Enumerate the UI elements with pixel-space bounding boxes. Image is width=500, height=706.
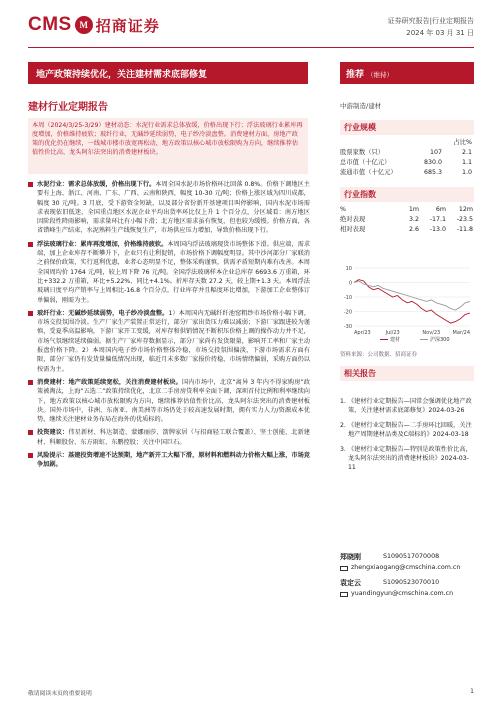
logo-mark-icon: M <box>75 16 93 34</box>
related-text: 《建材行业定期报告—特别是政策性价比高，龙头阿尔法突出的消费建材板块》2024-03-11 <box>348 446 472 471</box>
idx-value: 3.2 <box>408 216 419 223</box>
analyst-license: S1090523070010 <box>383 579 440 586</box>
page-number: 1 <box>470 688 474 695</box>
y-tick-label: -10 <box>343 294 352 301</box>
analyst-card <box>340 552 474 573</box>
idx-row <box>340 225 474 235</box>
para-text: 1）本周国内无碱纤纤池窑粗纱市场价格小幅下调，市场交投氛围冷淡。生产厂家生产装置正常运行，部分厂家出货压力难以减弱；下游厂家跟进较为谨慎，受夏季高温影响，下游厂家开工变缓，对库存和供销情况不断积压价格上调的操作动力并不足，市场气氛继续延续偏弱。据生产厂家库存数据显示，部分厂家尚有发货限量，影响开工率和厂家主动报盘价格下降。2）本周国内电子纱市场价格整体冷稳，市场交投氛围偏淡，下游市场需求方面有限，部分厂家仍有发货量偏低情况出现，临近月末多数厂家报价持稳，市场情绪偏弱，采购方面仍以按需为主。 <box>37 309 311 373</box>
idx-value: 2.6 <box>408 226 419 233</box>
rating-label: 推荐 <box>346 70 365 80</box>
x-tick-label: Mar/24 <box>452 330 470 336</box>
y-tick-label: 0 <box>348 280 352 287</box>
perf-label: 流通市值（十亿元） <box>340 169 397 176</box>
analyst-license: S1090517070008 <box>383 553 440 560</box>
para-text: 本周全国水泥市场价格环比回落 0.8%。价格下调地区主要有上海、浙江、河南、广东、广西、云南和陕西，幅度 10-30 元/吨；价格上涨区域为四川成都，幅度 30 元/吨。3 月底，受下游资金短缺，以及部分省份新开基建项目叫停影响，国内水泥市场需求表现依旧低迷，全国重点地区水泥企业平均出货率环比仅上升 1 个百分点，分区域看：南方地区因阶段性降雨影响，需求量环比有小幅下滑；北方地区需求虽有恢复，但也较为缓慢。价格方面，各省错峰生产结束，水泥熟料生产线恢复生产，市场供应压力增加，导致价格出现下行。 <box>37 181 310 235</box>
para-lead: 风险提示：基建投资增速不达预期，地产新开工大幅下滑，原材料和燃料动力价格大幅上涨，市场竞争加剧。 <box>37 452 310 469</box>
related-text: 《建材行业定期报告—二手房环比回暖，关注地产周期建材品类及C端标的》2024-03-18 <box>348 422 472 438</box>
report-date: 2024 年 03 月 31 日 <box>406 29 474 37</box>
perf-unit: 占比% <box>453 139 472 146</box>
perf-share: 1.0 <box>461 169 472 176</box>
perf-header-row <box>340 138 474 148</box>
para-lead: 玻纤行业：无碱纱延续弱势，电子纱冷淡盘整。 <box>37 309 169 317</box>
para-glass <box>28 240 310 305</box>
y-tick-label: -20 <box>343 309 352 316</box>
related-item[interactable] <box>340 421 474 439</box>
analyst-email-link[interactable] <box>340 563 474 573</box>
chart-source: 资料来源：公司数据、招商证券 <box>340 352 418 358</box>
related-item[interactable] <box>340 397 474 415</box>
industry-index-table <box>340 205 474 235</box>
headline-title: 地产政策持续优化，关注建材需求底部修复 <box>36 70 208 80</box>
x-tick-label: Apr/23 <box>354 330 371 336</box>
idx-value: -17.1 <box>429 216 446 223</box>
idx-head: % <box>340 206 346 213</box>
sector-label: 中游制造/建材 <box>340 102 382 110</box>
idx-label: 绝对表现 <box>340 216 366 223</box>
idx-head: 1m <box>408 206 419 213</box>
para-risk <box>28 451 310 470</box>
perf-row <box>340 158 474 168</box>
para-text: 国内市场中，北京“离异 3 年内不得家购房”政策被淘汰，上海“五选二”政策持续优化，北京二手房房贷利率全面下调，深圳首付比例和利率继续向下，地方政策以核心城市放松限购为方向，继续推荐估值性价比高、龙头阿尔法突出的消费建材板块。国外市场中，非洲、东南亚、南美洲等市场仍处于较高速发展时期，拥有实力人力/资源成本优势，继续关注建材业务布局在海外的优质标的。 <box>37 378 311 424</box>
para-fiberglass <box>28 309 310 374</box>
related-num: 3. <box>340 446 346 453</box>
analyst-name: 郑晓刚 <box>340 553 361 561</box>
idx-header-row <box>340 205 474 215</box>
idx-title: 行业指数 <box>340 187 474 202</box>
report-title: 建材行业定期报告 <box>28 102 108 113</box>
perf-label: 股票家数（只） <box>340 149 385 156</box>
y-tick-label: -30 <box>343 323 352 330</box>
analyst-email: zhengxiaogang@cmschina.com.cn <box>351 564 461 571</box>
perf-value: 685.3 <box>423 169 442 176</box>
related-num: 1. <box>340 398 346 405</box>
rating-banner <box>340 62 474 84</box>
para-lead: 水泥行业：需求总体放缓，价格出现下行。 <box>37 181 156 188</box>
mail-icon <box>340 566 348 571</box>
para-consumer-materials <box>28 378 310 424</box>
perf-value: 107 <box>429 149 442 156</box>
legend-label: 沪深300 <box>430 337 450 342</box>
analyst-email: yuandingyun@cmschina.com.cn <box>351 590 454 597</box>
index-line-chart <box>340 262 474 342</box>
para-cement <box>28 180 310 236</box>
perf-value: 830.0 <box>423 159 442 166</box>
analyst-email-link[interactable] <box>340 589 474 599</box>
para-lead: 消费建材：地产政策延续宽松，关注消费建材板块。 <box>37 378 182 386</box>
idx-head: 12m <box>458 206 473 213</box>
bullet-square-icon <box>28 242 33 247</box>
idx-head: 6m <box>435 206 446 213</box>
header-meta <box>388 15 474 39</box>
bullet-square-icon <box>28 380 33 385</box>
idx-row <box>340 215 474 225</box>
related-num: 2. <box>340 422 346 429</box>
headline-banner <box>28 62 308 84</box>
perf-row <box>340 168 474 178</box>
para-text: 本周国内浮法玻璃现货市场整体下滑。供应端，需求端，加上企业库存不断攀升下，企业只有让利促销，市场价格下调幅度明显。其中沙河部分厂家联消之前保价政策，实行返利优惠，业者心态明显不足，整体采购谨慎，供需矛盾短期内难有改善。本周全国周均价 1764 元/吨，较上周下降 76 元/吨。全国浮法玻璃样本企业总库存 6693.6 万重箱，环比+332.2 万重箱，环比+5.22%，同比+4.1%。折库存天数 27.2 天，较上期+1.3 天。本周浮法玻璃日度平均产销率与上周相比-16.8 个百分点，行业库存并且幅度环比增加，下游加工企业整体订单偏弱，刚需为主。 <box>37 240 311 304</box>
x-tick-label: Jul/23 <box>385 330 400 336</box>
perf-label: 总市值（十亿元） <box>340 159 391 166</box>
logo-cms-text: CMS <box>28 14 72 35</box>
related-title: 相关报告 <box>340 366 474 381</box>
para-lead: 投资建议： <box>37 429 69 437</box>
perf-share: 1.1 <box>461 159 472 166</box>
perf-row <box>340 148 474 158</box>
industry-scale-table <box>340 138 474 178</box>
perf-share: 2.1 <box>461 149 472 156</box>
perf-title: 行业规模 <box>340 120 474 135</box>
legend-label: 建材 <box>390 337 401 342</box>
analyst-name: 袁定云 <box>340 579 361 587</box>
footer-disclaimer: 敬请阅读末页的重要说明 <box>28 691 92 697</box>
rating-sub: （维持） <box>367 71 394 79</box>
header-divider <box>28 47 474 48</box>
brand-logo <box>28 14 160 36</box>
idx-value: -11.8 <box>456 226 473 233</box>
report-header <box>0 0 500 50</box>
logo-cn-text: 招商证券 <box>95 16 160 35</box>
bullet-square-icon <box>28 311 33 316</box>
para-text: 伟星新材、科达制造、蒙娜丽莎、箭牌家居（与招商轻工联合覆盖）、坚士创能、北新建材、科顺股份、东方雨虹、东鹏控股；关注中国巨石。 <box>37 429 310 446</box>
idx-label: 相对表现 <box>340 226 366 233</box>
mail-icon <box>340 592 348 597</box>
intro-summary: 本周（2024/3/25-3/29）建材动态：水泥行业需求总体放缓，价格出现下行；浮法玻璃行业累库再度增加，价格维持疲软；玻纤行业，无碱纱延续弱势，电子纱冷淡盘整。消费建材方面，房地产政策的优化仍在继续，一线城市楼市放宽再松动，地方政策以核心城市放松限购为方向，继续推荐估值性价比高、龙头阿尔法突出的消费建材板块。 <box>28 118 308 174</box>
para-investment <box>28 428 310 447</box>
series-line-csi300 <box>354 281 470 310</box>
idx-value: -13.0 <box>429 226 446 233</box>
related-item[interactable] <box>340 445 474 472</box>
related-reports <box>340 366 474 478</box>
related-text: 《建材行业定期报告—国常会强调优化地产政策，关注建材需求底部修复》2024-03-26 <box>348 398 472 414</box>
idx-value: -23.5 <box>456 216 473 223</box>
doc-type: 证券研究报告|行业定期报告 <box>387 17 474 25</box>
x-tick-label: Nov/23 <box>422 330 441 336</box>
bullet-square-icon <box>28 430 33 435</box>
main-content <box>28 180 310 474</box>
analyst-card <box>340 578 474 599</box>
y-tick-label: 10 <box>345 265 352 272</box>
bullet-square-icon <box>28 453 33 458</box>
bullet-square-icon <box>28 182 33 187</box>
para-lead: 浮法玻璃行业：累库再度增加，价格维持疲软。 <box>37 240 168 248</box>
